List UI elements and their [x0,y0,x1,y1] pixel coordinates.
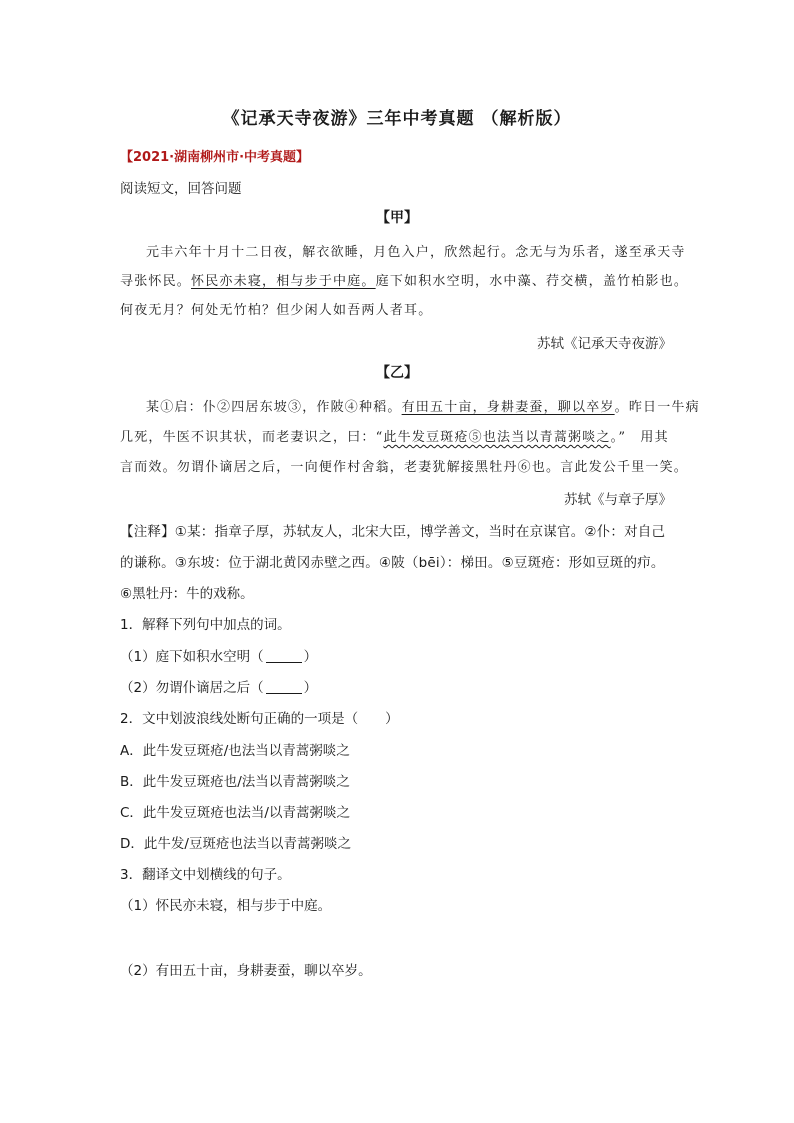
passage-b-line-1-end: 。昨日一牛病 [614,400,700,415]
passage-b-line-3: 言而效。勿谓仆谪居之后，一向便作村舍翁，老妻犹解接黑牡丹⑥也。言此发公千里一笑。 [120,460,689,475]
question-1-2 [120,676,317,696]
question-3: 3．翻译文中划横线的句子。 [120,867,291,883]
passage-a-line-2-end: 庭下如积水空明，水中藻、荇交横，盖竹柏影也。 [375,274,689,289]
question-1-2-close: ） [303,680,318,696]
option-c: C．此牛发豆斑疮也法当/以青蒿粥啖之 [120,805,350,821]
question-2: 2．文中划波浪线处断句正确的一项是（ ） [120,711,399,727]
passage-b-line-2-end: 。” 用其 [610,430,669,445]
passage-b-line-1 [146,396,700,415]
answer-blank [266,680,302,694]
passage-a-line-2 [120,270,688,289]
passage-b-line-2 [120,426,669,445]
question-3-1: （1）怀民亦未寝，相与步于中庭。 [120,898,332,914]
notes-line-2: 的谦称。③东坡：位于湖北黄冈赤壁之西。④陂（bēi）：梯田。⑤豆斑疮：形如豆斑的疖。 [120,555,665,571]
answer-blank [266,649,302,663]
passage-a-heading: 【甲】 [376,210,418,226]
exam-source-label: 【2021·湖南柳州市·中考真题】 [120,150,310,165]
question-3-2: （2）有田五十亩，身耕妻蚕，聊以卒岁。 [120,963,372,979]
notes-line-3: ⑥黑牡丹：牛的戏称。 [120,586,254,602]
passage-a-line-3: 何夜无月？何处无竹柏？但少闲人如吾两人者耳。 [120,303,433,318]
wavy-underlined-sentence: 此牛发豆斑疮⑤也法当以青蒿粥啖之 [383,430,611,445]
underlined-sentence-1: 怀民亦未寝，相与步于中庭。 [191,274,376,289]
passage-a-line-2-start: 寻张怀民。 [120,274,192,289]
question-1-1-close: ） [303,649,318,665]
passage-b-line-1-start: 某①启：仆②四居东坡③，作陂④种稻。 [146,400,402,415]
passage-b-heading: 【乙】 [376,365,418,381]
question-1-1-text: （1）庭下如积水空明（ [120,649,264,665]
passage-b-line-2-start: 几死，牛医不识其状，而老妻识之，曰：“ [120,430,384,445]
option-b: B．此牛发豆斑疮也/法当以青蒿粥啖之 [120,774,350,790]
option-d: D．此牛发/豆斑疮也法当以青蒿粥啖之 [120,836,351,852]
notes-line-1: 【注释】①某：指章子厚，苏轼友人，北宋大臣，博学善文，当时在京谋官。②仆：对自己 [120,524,666,540]
option-a: A．此牛发豆斑疮/也法当以青蒿粥啖之 [120,743,350,759]
passage-b-attribution: 苏轼《与章子厚》 [564,492,672,508]
question-1: 1．解释下列句中加点的词。 [120,617,291,633]
underlined-sentence-2: 有田五十亩，身耕妻蚕，聊以卒岁 [401,400,615,415]
passage-a-line-1: 元丰六年十月十二日夜，解衣欲睡，月色入户，欣然起行。念无与为乐者，遂至承天寺 [146,245,686,260]
page-title: 《记承天寺夜游》三年中考真题 （解析版） [222,109,572,129]
passage-a-attribution: 苏轼《记承天寺夜游》 [537,336,672,352]
question-1-1 [120,645,317,665]
instruction-text: 阅读短文，回答问题 [120,181,242,197]
question-1-2-text: （2）勿谓仆谪居之后（ [120,680,264,696]
